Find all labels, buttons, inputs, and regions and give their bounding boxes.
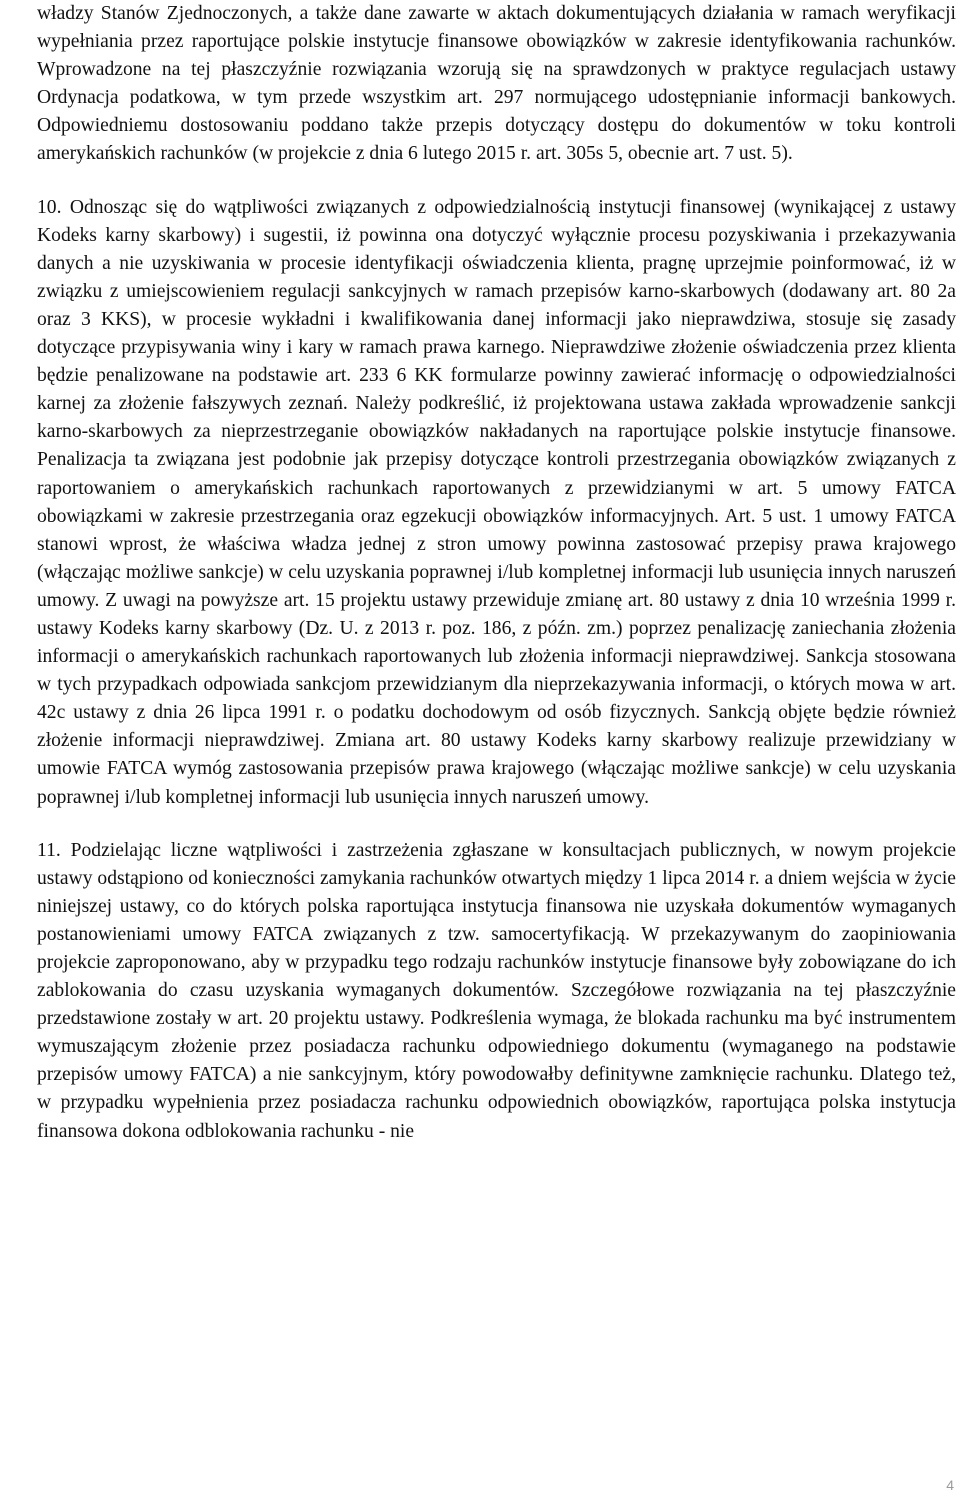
list-item-11: [37, 837, 956, 1146]
intro-paragraph: władzy Stanów Zjednoczonych, a także dane zawarte w aktach dokumentujących działania w ramach weryfikacji wypełniania przez raportujące polskie instytucje finansowe obowiązków w zakresie identyfikowania rachunków. Wprowadzone na tej płaszczyźnie rozwiązania wzorują się na sprawdzonych w praktyce regulacjach ustawy Ordynacja podatkowa, w tym przede wszystkim art. 297 normującego udostępnianie informacji bankowych. Odpowiedniemu dostosowaniu poddano także przepis dotyczący dostępu do dokumentów w toku kontroli amerykańskich rachunków (w projekcie z dnia 6 lutego 2015 r. art. 305s 5, obecnie art. 7 ust. 5).: [37, 3, 956, 165]
item-number-label: 11.: [37, 839, 71, 861]
item-text: 11. Podzielając liczne wątpliwości i zastrzeżenia zgłaszane w konsultacjach publicznych, w nowym projekcie ustawy odstąpiono od konieczności zamykania rachunków otwartych między 1 lipca 2014 r. a dniem wejścia w życie niniejszej ustawy, co do których polska raportująca instytucja finansowa nie uzyskała dokumentów wymaganych postanowieniami umowy FATCA związanych z tzw. samocertyfikacją. W przekazywanym do zaopiniowania projekcie zaproponowano, aby w przypadku tego rodzaju rachunków instytucje finansowe były zobowiązane do ich zablokowania do czasu uzyskania wymaganych dokumentów. Szczegółowe rozwiązania na tej płaszczyźnie przedstawione zostały w art. 20 projektu ustawy. Podkreślenia wymaga, że blokada rachunku ma być instrumentem wymuszającym złożenie przez posiadacza rachunku odpowiedniego dokumentu (wymaganego na podstawie przepisów umowy FATCA) a nie sankcyjnym, który powodowałby definitywne zamknięcie rachunku. Dlatego też, w przypadku wypełnienia przez posiadacza rachunku odpowiednich obowiązków, raportująca polska instytucja finansowa dokona odblokowania rachunku - nie: [37, 839, 957, 1142]
document-page: [37, 0, 956, 1146]
item-number-label: 10.: [37, 196, 70, 218]
item-text: 10. Odnosząc się do wątpliwości związanych z odpowiedzialnością instytucji finansowej (wynikającej z ustawy Kodeks karny skarbowy) i sugestii, iż powinna ona dotyczyć wyłącznie procesu pozyskiwania i przekazywania danych a nie uzyskiwania w procesie identyfikacji oświadczenia klienta, pragnę uprzejmie poinformować, iż w związku z umiejscowieniem regulacji sankcyjnych w ramach przepisów karno-skarbowych (dodawany art. 80 2a oraz 3 KKS), w procesie wykładni i kwalifikowania danej informacji jako nieprawdziwa, stosuje się zasady dotyczące przypisywania winy i kary w ramach prawa karnego. Nieprawdziwe złożenie oświadczenia przez klienta będzie penalizowane na podstawie art. 233 6 KK formularze powinny zawierać informację o odpowiedzialności karnej za złożenie fałszywych zeznań. Należy podkreślić, iż projektowana ustawa zakłada wprowadzenie sankcji karno-skarbowych za nieprzestrzeganie obowiązków nakładanych na raportujące polskie instytucje finansowe. Penalizacja ta związana jest podobnie jak przepisy dotyczące kontroli przestrzegania obowiązków związanych z raportowaniem o amerykańskich rachunkach raportowanych z przewidzianymi w art. 5 umowy FATCA obowiązkami w zakresie przestrzegania oraz egzekucji obowiązków informacyjnych. Art. 5 ust. 1 umowy FATCA stanowi wprost, że właściwa władza jednej z stron umowy powinna zastosować przepisy prawa krajowego (włączając możliwe sankcje) w celu uzyskania poprawnej i/lub kompletnej informacji lub usunięcia innych naruszeń umowy. Z uwagi na powyższe art. 15 projektu ustawy przewiduje zmianę art. 80 ustawy z dnia 10 września 1999 r. ustawy Kodeks karny skarbowy (Dz. U. z 2013 r. poz. 186, z późn. zm.) poprzez penalizację zaniechania złożenia informacji o amerykańskich rachunkach raportowanych lub złożenia informacji nieprawdziwej. Sankcja stosowana w tych przypadkach odpowiada sankcjom przewidzianym dla nieprzekazywania informacji, o których mowa w art. 42c ustawy z dnia 26 lipca 1991 r. o podatku dochodowym od osób fizycznych. Sankcją objęte będzie również złożenie informacji nieprawdziwej. Zmiana art. 80 ustawy Kodeks karny skarbowy realizuje przewidziany w umowie FATCA wymóg zastosowania przepisów prawa krajowego (włączając możliwe sankcje) w celu uzyskania poprawnej i/lub kompletnej informacji lub usunięcia innych naruszeń umowy.: [37, 196, 956, 808]
list-item-10: [37, 194, 956, 812]
page-number: 4: [946, 1477, 954, 1493]
